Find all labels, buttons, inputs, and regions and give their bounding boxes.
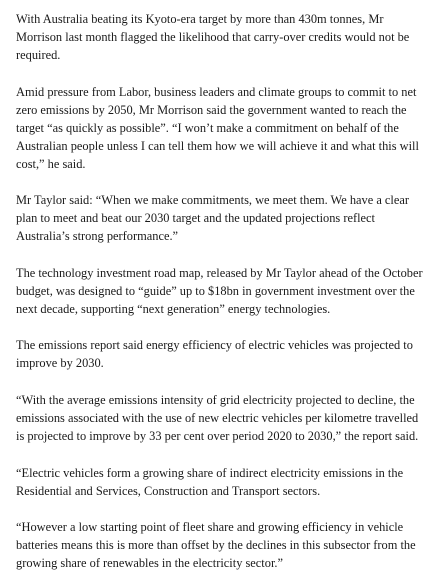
article-paragraph-4: The technology investment road map, released by Mr Taylor ahead of the October budget, was designed to “guide” up to $18bn in government investment over the next decade, supporting “next generation” energy technologies. xyxy=(16,265,423,316)
article-paragraph-6: “With the average emissions intensity of grid electricity projected to decline, the emissions associated with the use of new electric vehicles per kilometre travelled is projected to improve by 33 per cent over period 2020 to 2030,” the report said. xyxy=(16,392,419,443)
article-paragraph-8: “However a low starting point of fleet share and growing efficiency in vehicle batteries means this is more than offset by the declines in this subsector from the growing share of renewables in the electricity sector.” xyxy=(16,520,416,571)
article-paragraph-7: “Electric vehicles form a growing share of indirect electricity emissions in the Residential and Services, Construction and Transport sectors. xyxy=(16,465,404,498)
article-paragraph-3: Mr Taylor said: “When we make commitments, we meet them. We have a clear plan to meet and beat our 2030 target and the updated projections reflect Australia’s strong performance.” xyxy=(16,193,410,244)
article-paragraph-5: The emissions report said energy efficiency of electric vehicles was projected to improve by 2030. xyxy=(16,338,413,371)
article-paragraph-2: Amid pressure from Labor, business leaders and climate groups to commit to net zero emissions by 2050, Mr Morrison said the government wanted to reach the target “as quickly as possible”. “I won’t make a commitment on behalf of the Australian people unless I can tell them how we will achieve it and what this will cost,” he said. xyxy=(16,84,419,171)
article-paragraph-1: With Australia beating its Kyoto-era target by more than 430m tonnes, Mr Morrison last month flagged the likelihood that carry-over credits would not be required. xyxy=(16,12,410,62)
